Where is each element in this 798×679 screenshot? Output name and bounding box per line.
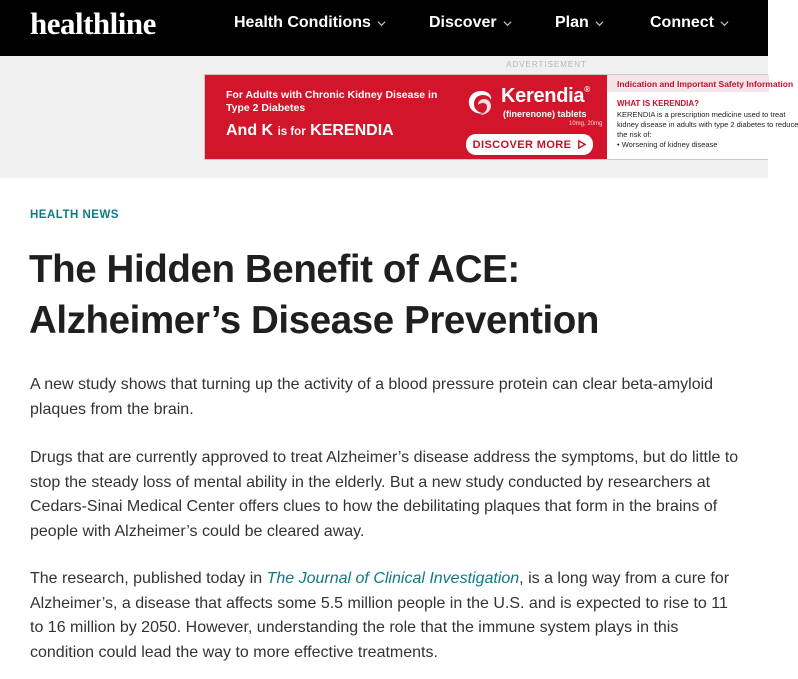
- p3-text-before: The research, published today in: [30, 570, 267, 587]
- isi-line: KERENDIA is a prescription medicine used to treat: [617, 110, 786, 119]
- nav-label: Connect: [650, 14, 714, 31]
- nav-discover[interactable]: [429, 14, 512, 32]
- ad-headline-brand: KERENDIA: [310, 122, 394, 139]
- article-paragraph-3: [30, 567, 742, 665]
- isi-line: kidney disease in adults with type 2 diabetes to reduce: [617, 120, 798, 129]
- chevron-down-icon: [595, 19, 604, 28]
- nav-label: Discover: [429, 14, 497, 31]
- ad-headline-is: is for: [277, 126, 306, 138]
- discover-more-button[interactable]: [466, 134, 593, 155]
- play-arrow-icon: [577, 140, 586, 149]
- ad-subhead: For Adults with Chronic Kidney Disease in Type 2 Diabetes: [226, 89, 438, 114]
- title-line-2: Alzheimer’s Disease Prevention: [29, 299, 600, 342]
- chevron-down-icon: [377, 19, 386, 28]
- title-line-1: The Hidden Benefit of ACE:: [29, 248, 520, 291]
- healthline-logo[interactable]: healthline: [30, 6, 156, 41]
- cta-label: DISCOVER MORE: [472, 138, 572, 151]
- ad-copy: [205, 75, 451, 159]
- brand-dose: 10mg, 20mg: [569, 121, 603, 127]
- isi-question: WHAT IS KERENDIA?: [617, 99, 700, 108]
- chevron-down-icon: [503, 19, 512, 28]
- isi-line: the risk of:: [617, 130, 652, 139]
- isi-body: [617, 110, 798, 150]
- article-title: [29, 244, 729, 346]
- category-kicker[interactable]: HEALTH NEWS: [30, 209, 119, 221]
- advertisement-label: ADVERTISEMENT: [506, 60, 587, 69]
- ad-headline-start: And K: [226, 122, 274, 139]
- chevron-down-icon: [720, 19, 729, 28]
- isi-bullet: • Worsening of kidney disease: [617, 140, 718, 149]
- kerendia-ad-banner[interactable]: [204, 74, 798, 160]
- p3-text-after: , is a long way from a cure for Alzheimer’s, a disease that affects some 5.5 million people in the U.S. and is expected to rise to 11 to 16 million by 2050. However, understanding the role that the immune system plays in this condition could lead the way to more effective treatments.: [30, 570, 730, 661]
- nav-label: Health Conditions: [234, 14, 371, 31]
- nav-plan[interactable]: [555, 14, 604, 32]
- nav-health-conditions[interactable]: [234, 14, 386, 32]
- nav-connect[interactable]: [650, 14, 729, 32]
- ad-headline: [226, 122, 451, 140]
- site-header: [0, 0, 768, 56]
- registered-mark: ®: [584, 85, 590, 94]
- journal-link[interactable]: The Journal of Clinical Investigation: [266, 570, 520, 587]
- kerendia-swirl-icon: [465, 87, 497, 119]
- brand-name: [501, 85, 590, 108]
- article-paragraph-2: Drugs that are currently approved to treat Alzheimer’s disease address the symptoms, but do little to stop the steady loss of mental ability in the elderly. But a new study conducted by researchers at Cedars-Sinai Medical Center offers clues to how the debilitating plaques that form in the brains of people with Alzheimer’s could be cleared away.: [30, 449, 739, 540]
- brand-generic-name: (finerenone) tablets: [503, 109, 587, 119]
- article-paragraph-1: A new study shows that turning up the activity of a blood pressure protein can clear beta-amyloid plaques from the brain.: [30, 376, 714, 418]
- brand-name-text: Kerendia: [501, 85, 585, 107]
- important-safety-information[interactable]: [607, 75, 798, 159]
- nav-label: Plan: [555, 14, 589, 31]
- isi-title: Indication and Important Safety Information: [607, 75, 769, 92]
